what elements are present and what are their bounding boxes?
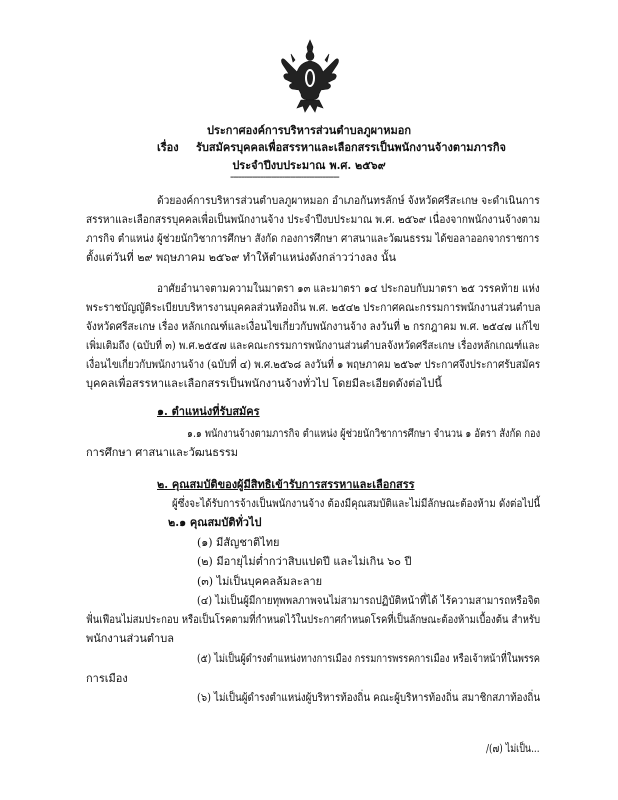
qualification-item-4-b: ฟั่นเฟือนไม่สมประกอบ หรือเป็นโรคตามที่กำหนดไว้ในประกาศกำหนดโรคที่เป็นลักษณะต้องห้ามเบื้องต้น สำหรับ — [86, 613, 541, 626]
announcement-title: ประกาศองค์การบริหารส่วนตำบลภูผาหมอก — [206, 124, 412, 137]
section-1-heading: ๑. ตำแหน่งที่รับสมัคร — [157, 405, 260, 418]
qualification-item-4-c: พนักงานส่วนตำบล — [86, 632, 174, 645]
qualification-item-5-b: การเมือง — [86, 672, 128, 685]
qualification-item-4-a: (๔) ไม่เป็นผู้มีกายทุพพลภาพจนไม่สามารถปฏิบัติหน้าที่ได้ ไร้ความสามารถหรือจิต — [197, 594, 540, 607]
intro-line-3: ภารกิจ ตำแหน่ง ผู้ช่วยนักวิชาการศึกษา สังกัด กองการศึกษา ศาสนาและวัฒนธรรม ได้ขอลาออกจากราชการ — [86, 232, 540, 245]
authority-line-1: อาศัยอำนาจตามความในมาตรา ๑๓ และมาตรา ๑๔ ประกอบกับมาตรา ๒๕ วรรคท้าย แห่ง — [157, 282, 540, 295]
subject-label: เรื่อง — [157, 141, 179, 154]
qualification-item-1: (๑) มีสัญชาติไทย — [197, 536, 280, 549]
subject-text: รับสมัครบุคคลเพื่อสรรหาและเลือกสรรเป็นพนักงานจ้างตามภารกิจ — [196, 141, 506, 154]
fiscal-year: ประจำปีงบประมาณ พ.ศ. ๒๕๖๙ — [232, 159, 386, 172]
qualification-item-5-a: (๕) ไม่เป็นผู้ดำรงตำแหน่งทางการเมือง กรรมการพรรคการเมือง หรือเจ้าหน้าที่ในพรรค — [197, 652, 540, 665]
intro-line-2: สรรหาและเลือกสรรบุคคลเพื่อเป็นพนักงานจ้าง ประจำปีงบประมาณ พ.ศ. ๒๕๖๙ เนื่องจากพนักงานจ้างตาม — [86, 213, 541, 226]
garuda-emblem-icon — [279, 38, 341, 114]
section-2-heading: ๒. คุณสมบัติของผู้มีสิทธิเข้ารับการสรรหาและเลือกสรร — [157, 478, 415, 491]
authority-line-6: บุคคลเพื่อสรรหาและเลือกสรรเป็นพนักงานจ้างทั่วไป โดยมีละเอียดดังต่อไปนี้ — [86, 377, 442, 390]
authority-line-4: เพิ่มเติมถึง (ฉบับที่ ๓) พ.ศ.๒๕๕๗ และคณะกรรมการพนักงานส่วนตำบลจังหวัดศรีสะเกษ เรื่องหลักเกณฑ์และ — [86, 339, 540, 352]
continuation-marker: /(๗) ไม่เป็น... — [486, 742, 540, 755]
section-1-line-1: ๑.๑ พนักงานจ้างตามภารกิจ ตำแหน่ง ผู้ช่วยนักวิชาการศึกษา จำนวน ๑ อัตรา สังกัด กอง — [187, 427, 541, 440]
qualification-item-2: (๒) มีอายุไม่ต่ำกว่าสิบแปดปี และไม่เกิน ๖๐ ปี — [197, 555, 412, 568]
section-2-intro: ผู้ซึ่งจะได้รับการจ้างเป็นพนักงานจ้าง ต้องมีคุณสมบัติและไม่มีลักษณะต้องห้าม ดังต่อไปนี้ — [172, 497, 541, 510]
intro-line-4: ตั้งแต่วันที่ ๒๙ พฤษภาคม ๒๕๖๙ ทำให้ตำแหน่งดังกล่าวว่างลง นั้น — [86, 251, 397, 264]
authority-line-2: พระราชบัญญัติระเบียบบริหารงานบุคคลส่วนท้องถิ่น พ.ศ. ๒๕๔๒ ประกาศคณะกรรมการพนักงานส่วนตำบล — [86, 301, 541, 314]
qualification-item-3: (๓) ไม่เป็นบุคคลล้มละลาย — [197, 575, 323, 588]
authority-line-5: เงื่อนไขเกี่ยวกับพนักงานจ้าง (ฉบับที่ ๔) พ.ศ.๒๕๖๘ ลงวันที่ ๑ พฤษภาคม ๒๕๖๙ ประกาศจึงประกาศรับสมัคร — [86, 358, 541, 371]
header-divider: ---------------------------------------- — [230, 170, 339, 183]
section-1-line-2: การศึกษา ศาสนาและวัฒนธรรม — [86, 446, 239, 459]
section-2-1-heading: ๒.๑ คุณสมบัติทั่วไป — [168, 516, 262, 529]
qualification-item-6: (๖) ไม่เป็นผู้ดำรงตำแหน่งผู้บริหารท้องถิ่น คณะผู้บริหารท้องถิ่น สมาชิกสภาท้องถิ่น — [197, 691, 541, 704]
intro-line-1: ด้วยองค์การบริหารส่วนตำบลภูผาหมอก อำเภอกันทรลักษ์ จังหวัดศรีสะเกษ จะดำเนินการ — [157, 194, 540, 207]
authority-line-3: จังหวัดศรีสะเกษ เรื่อง หลักเกณฑ์และเงื่อนไขเกี่ยวกับพนักงานจ้าง ลงวันที่ ๒ กรกฎาคม พ.ศ. ๒๕๔๗ แก้ไข — [86, 320, 540, 333]
